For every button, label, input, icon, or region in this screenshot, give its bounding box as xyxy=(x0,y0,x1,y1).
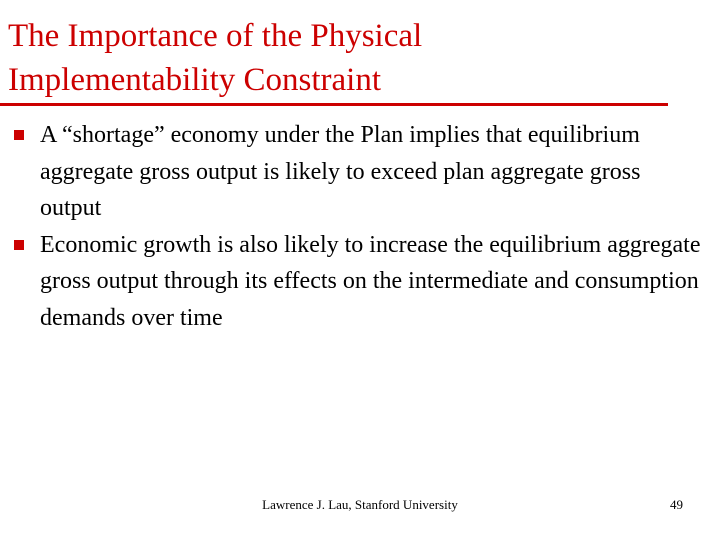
bullet-item-2 xyxy=(14,227,704,337)
slide-title xyxy=(8,14,648,102)
title-line-1: The Importance of the Physical xyxy=(8,18,423,54)
page-number: 49 xyxy=(670,497,683,512)
bullet-text-1: A “shortage” economy under the Plan implies that equilibrium aggregate gross output is likely to exceed plan aggregate gross output xyxy=(40,122,641,221)
title-line-2: Implementability Constraint xyxy=(8,62,382,98)
square-bullet-icon xyxy=(14,240,24,250)
footer-author: Lawrence J. Lau, Stanford University xyxy=(262,497,458,512)
bullet-item-1 xyxy=(14,117,704,227)
bullet-text-2: Economic growth is also likely to increase the equilibrium aggregate gross output through its effects on the intermediate and consumption demands over time xyxy=(40,231,701,331)
title-underline xyxy=(0,103,668,106)
bullet-list xyxy=(14,117,704,336)
square-bullet-icon xyxy=(14,130,24,140)
